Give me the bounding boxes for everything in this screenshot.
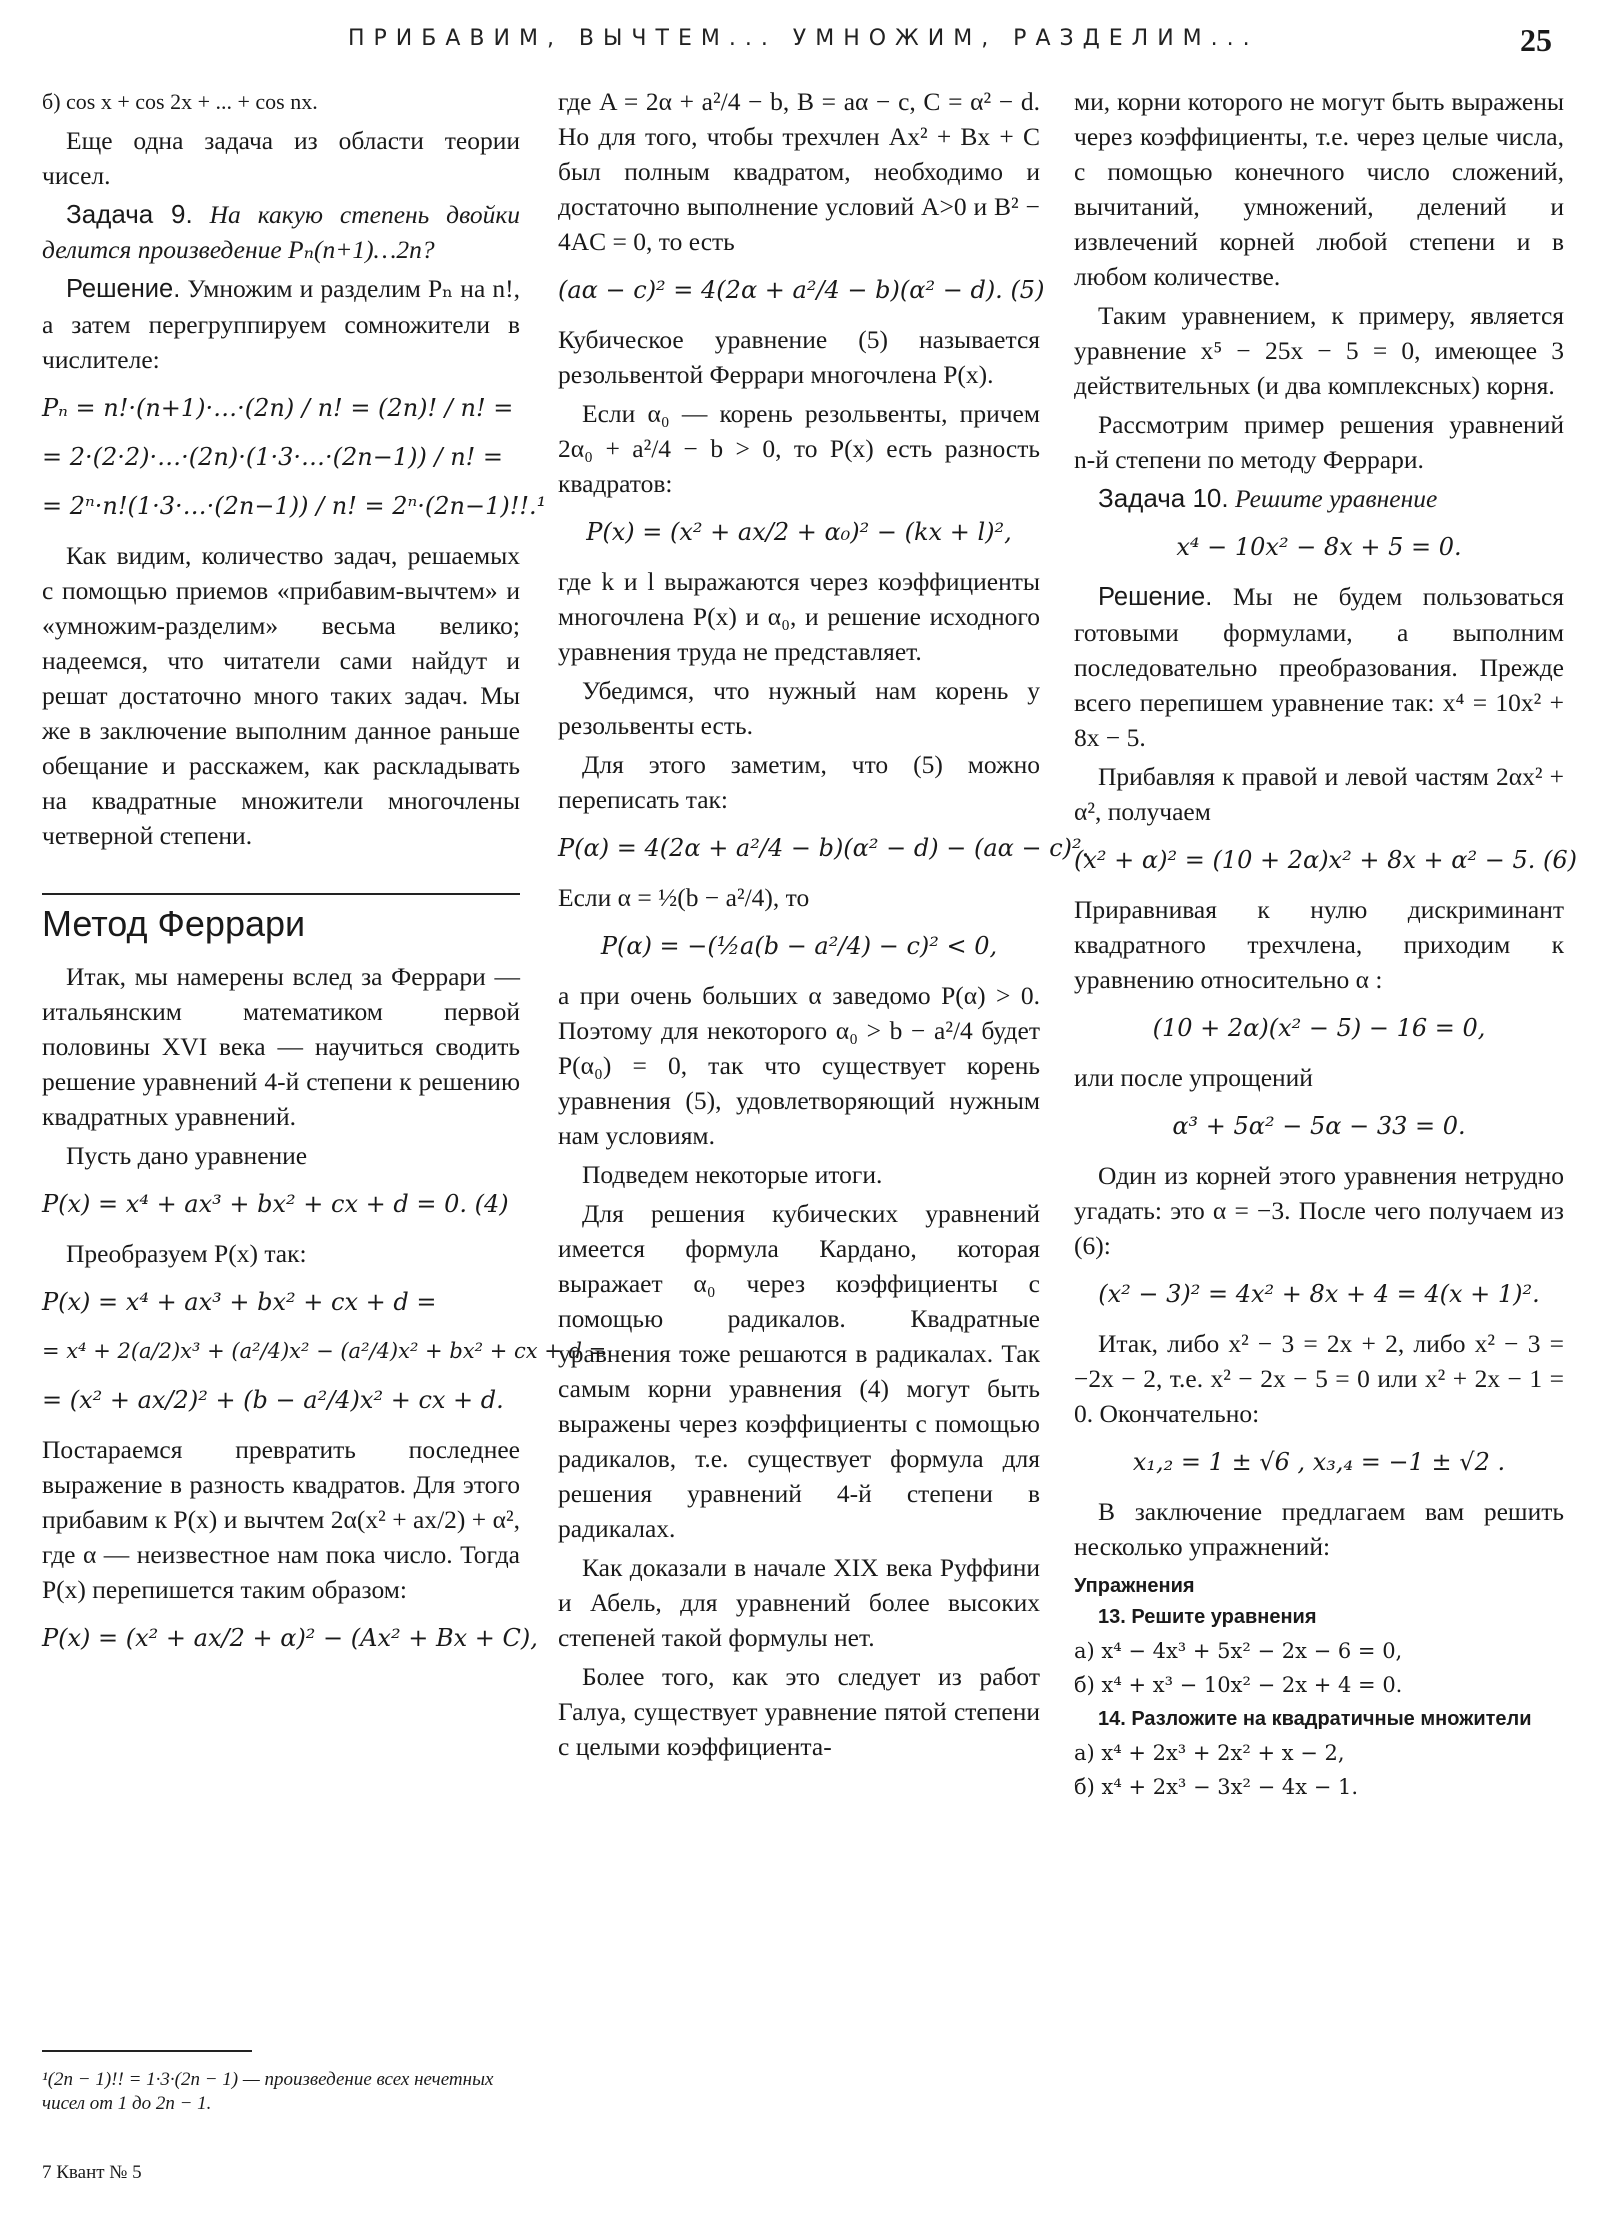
equation: x⁴ − 10x² − 8x + 5 = 0.	[1176, 533, 1462, 561]
paragraph: В заключение предлагаем вам решить несколько упражнений:	[1074, 1497, 1564, 1561]
paragraph: Постараемся превратить последнее выражение в разность квадратов. Для этого прибавим к P(x) и вычтем 2α(x² + ax/2) + α², где α — неизвестное нам пока число. Тогда P(x) перепишется таким образом:	[42, 1435, 520, 1604]
task-text: На какую степень двойки делится произведение Pₙ(n+1)…2n?	[42, 200, 520, 264]
paragraph: Для этого заметим, что (5) можно переписать так:	[558, 750, 1040, 814]
running-head: ПРИБАВИМ, ВЫЧТЕМ... УМНОЖИМ, РАЗДЕЛИМ...	[348, 26, 1259, 51]
equation: P(x) = x⁴ + ax³ + bx² + cx + d = 0. (4)	[42, 1190, 509, 1218]
paragraph: где A = 2α + a²/4 − b, B = aα − c, C = α² − d. Но для того, чтобы трехчлен Ax² + Bx + C был полным квадратом, необходимо и достаточно выполнение условий A>0 и B² − 4AC = 0, то есть	[558, 87, 1040, 256]
paragraph: ми, корни которого не могут быть выражены через коэффициенты, т.е. через целые числа, с помощью конечного число сложений, вычитаний, умножений, делений и извлечений корней любой степени и в любом количестве.	[1074, 87, 1564, 291]
solution	[42, 271, 520, 377]
solution-label: Решение.	[66, 275, 181, 303]
section-heading: Метод Феррари	[42, 893, 520, 945]
equation: P(α) = 4(2α + a²/4 − b)(α² − d) − (aα − c)².	[558, 834, 1090, 862]
paragraph: Прибавляя к правой и левой частям 2αx² + α², получаем	[1074, 762, 1564, 826]
paragraph: Итак, либо x² − 3 = 2x + 2, либо x² − 3 = −2x − 2, т.е. x² − 2x − 5 = 0 или x² + 2x − 1 = 0. Окончательно:	[1074, 1329, 1564, 1428]
paragraph: Рассмотрим пример решения уравнений n-й степени по методу Феррари.	[1074, 410, 1564, 474]
exercise-item: а) x⁴ − 4x³ + 5x² − 2x − 6 = 0,	[1074, 1639, 1403, 1663]
solution-label: Решение.	[1098, 583, 1213, 611]
exercise-item: б) cos x + cos 2x + ... + cos nx.	[42, 89, 318, 114]
task-9	[42, 197, 520, 267]
exercise-item: а) x⁴ + 2x³ + 2x² + x − 2,	[1074, 1741, 1345, 1765]
equation: P(x) = x⁴ + ax³ + bx² + cx + d =	[42, 1288, 437, 1316]
equation: P(x) = (x² + ax/2 + α₀)² − (kx + l)²,	[586, 518, 1012, 546]
paragraph: где k и l выражаются через коэффициенты многочлена P(x) и α₀, и решение исходного уравнения труда не представляет.	[558, 567, 1040, 666]
paragraph: Как видим, количество задач, решаемых с помощью приемов «прибавим-вычтем» и «умножим-разделим» весьма велико; надеемся, что читатели сами найдут и решат достаточно много таких задач. Мы же в заключение выполним данное раньше обещание и расскажем, как раскладывать на квадратные множители многочлены четверной степени.	[42, 541, 520, 850]
paragraph: Пусть дано уравнение	[66, 1141, 308, 1170]
exercise-item: б) x⁴ + x³ − 10x² − 2x + 4 = 0.	[1074, 1673, 1403, 1697]
paragraph: Подведем некоторые итоги.	[582, 1160, 883, 1189]
footnote-rule	[42, 2050, 252, 2052]
exercise-title: 13. Решите уравнения	[1098, 1606, 1317, 1628]
task-text: Решите уравнение	[1234, 484, 1438, 513]
equation: (x² + α)² = (10 + 2α)x² + 8x + α² − 5. (6)	[1074, 846, 1577, 874]
paragraph: Еще одна задача из области теории чисел.	[42, 126, 520, 190]
paragraph: Если α = ½(b − a²/4), то	[558, 883, 810, 912]
solution-text: Умножим и разделим Pₙ на n!, а затем перегруппируем сомножители в числителе:	[42, 274, 520, 374]
paragraph: Таким уравнением, к примеру, является уравнение x⁵ − 25x − 5 = 0, имеющее 3 действительных (и два комплексных) корня.	[1074, 301, 1564, 400]
exercises-heading: Упражнения	[1074, 1575, 1195, 1597]
equation: = x⁴ + 2(a/2)x³ + (a²/4)x² − (a²/4)x² + bx² + cx + d =	[42, 1339, 607, 1363]
equation: (aα − c)² = 4(2α + a²/4 − b)(α² − d). (5)	[558, 276, 1045, 304]
equation: (10 + 2α)(x² − 5) − 16 = 0,	[1152, 1014, 1486, 1042]
paragraph: или после упрощений	[1074, 1063, 1313, 1092]
equation: = (x² + ax/2)² + (b − a²/4)x² + cx + d.	[42, 1386, 504, 1414]
task-10	[1074, 481, 1564, 516]
equation: (x² − 3)² = 4x² + 8x + 4 = 4(x + 1)².	[1098, 1280, 1540, 1308]
equation: Pₙ = n!·(n+1)·…·(2n) / n! = (2n)! / n! =	[42, 394, 514, 422]
exercise-title: 14. Разложите на квадратичные множители	[1098, 1708, 1532, 1730]
paragraph: Преобразуем P(x) так:	[66, 1239, 307, 1268]
equation: = 2ⁿ·n!(1·3·…·(2n−1)) / n! = 2ⁿ·(2n−1)!!.¹	[42, 492, 547, 520]
page-footer: 7 Квант № 5	[42, 2162, 142, 2183]
paragraph: Если α₀ — корень резольвенты, причем 2α₀ + a²/4 − b > 0, то P(x) есть разность квадратов:	[558, 399, 1040, 498]
paragraph: Более того, как это следует из работ Галуа, существует уравнение пятой степени с целыми коэффициента-	[558, 1662, 1040, 1761]
equation: P(α) = −(½a(b − a²/4) − c)² < 0,	[600, 932, 998, 960]
equation: α³ + 5α² − 5α − 33 = 0.	[1172, 1112, 1466, 1140]
task-label: Задача 9.	[66, 199, 193, 229]
paragraph: Как доказали в начале XIX века Руффини и Абель, для уравнений более высоких степеней такой формулы нет.	[558, 1553, 1040, 1652]
paragraph: а при очень больших α заведомо P(α) > 0. Поэтому для некоторого α₀ > b − a²/4 будет P(α₀) = 0, так что существует корень уравнения (5), удовлетворяющий нужным нам условиям.	[558, 981, 1040, 1150]
equation: P(x) = (x² + ax/2 + α)² − (Ax² + Bx + C),	[42, 1624, 538, 1652]
paragraph: Убедимся, что нужный нам корень у резольвенты есть.	[558, 676, 1040, 740]
equation: x₁,₂ = 1 ± √6 , x₃,₄ = −1 ± √2 .	[1132, 1448, 1506, 1476]
paragraph: Приравнивая к нулю дискриминант квадратного трехчлена, приходим к уравнению относительно α :	[1074, 895, 1564, 994]
page-number: 25	[1520, 22, 1552, 58]
column-2	[558, 84, 1090, 1768]
solution	[1074, 579, 1564, 755]
paragraph: Итак, мы намерены вслед за Феррари — итальянским математиком первой половины XVI века — научиться сводить решение уравнений 4-й степени к решению квадратных уравнений.	[42, 962, 520, 1131]
paragraph: Один из корней этого уравнения нетрудно угадать: это α = −3. После чего получаем из (6):	[1074, 1161, 1564, 1260]
column-3	[1074, 84, 1577, 1804]
paragraph: Для решения кубических уравнений имеется формула Кардано, которая выражает α₀ через коэффициенты с помощью радикалов. Квадратные уравнения тоже решаются в радикалах. Так самым корни уравнения (4) могут быть выражены через коэффициенты с помощью радикалов, т.е. существует формула для решения уравнений 4-й степени в радикалах.	[558, 1199, 1040, 1543]
exercise-item: б) x⁴ + 2x³ − 3x² − 4x − 1.	[1074, 1775, 1359, 1799]
equation: = 2·(2·2)·…·(2n)·(1·3·…·(2n−1)) / n! =	[42, 443, 504, 471]
task-label: Задача 10.	[1098, 483, 1229, 513]
footnote: ¹(2n − 1)!! = 1·3·(2n − 1) — произведение всех нечетных чисел от 1 до 2n − 1.	[42, 2069, 494, 2114]
paragraph: Кубическое уравнение (5) называется резольвентой Феррари многочлена P(x).	[558, 325, 1040, 389]
solution-text: Мы не будем пользоваться готовыми формулами, а выполним последовательно преобразования. Прежде всего перепишем уравнение так: x⁴ = 10x² + 8x − 5.	[1074, 582, 1564, 752]
column-1	[42, 84, 607, 1670]
